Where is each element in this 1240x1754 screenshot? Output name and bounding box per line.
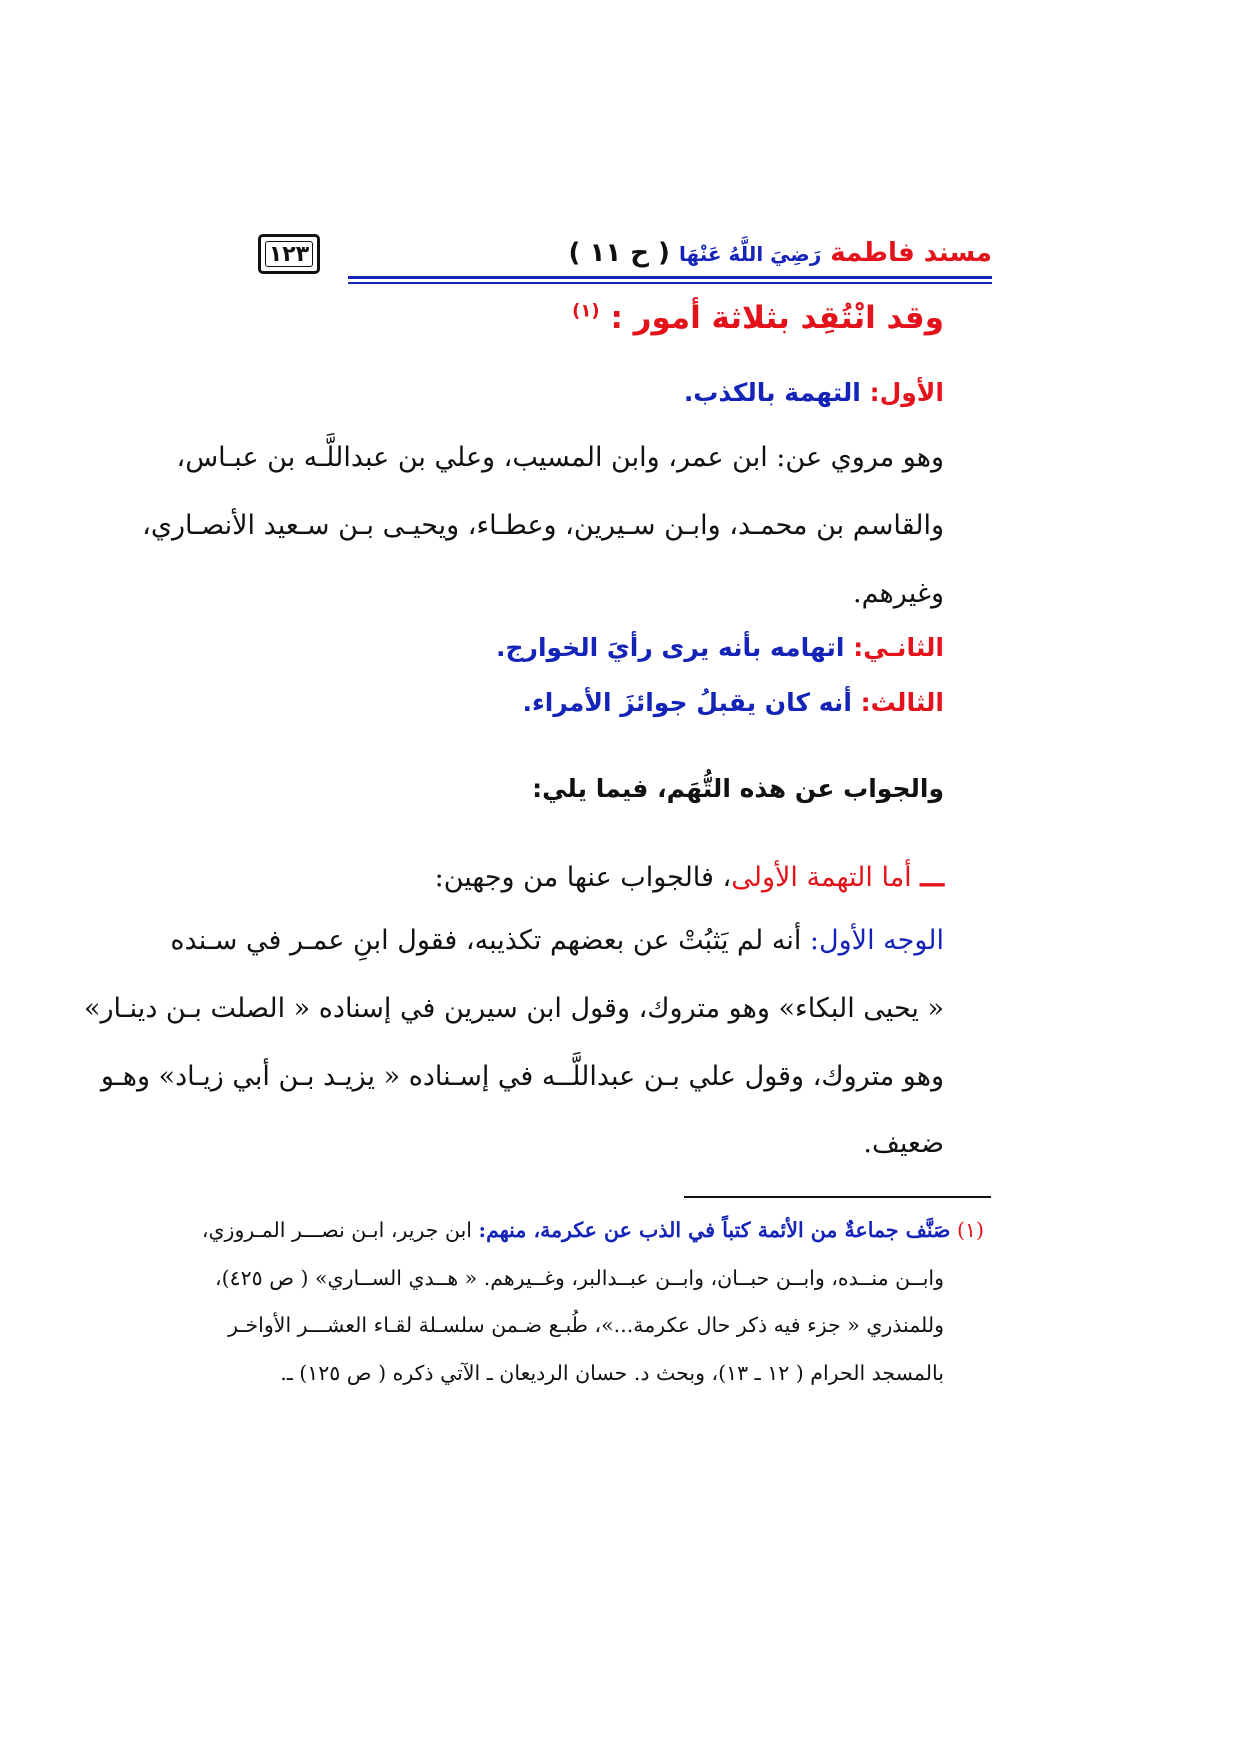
footnote-line-2: وابــن منــده، وابــن حبــان، وابــن عبــدالبر، وغــيرهم. « هــدي الســاري» ( ص ٤٢٥)، — [215, 1266, 944, 1290]
first-charge-label: أما التهمة الأولى — [731, 862, 912, 893]
aspect-one-line-4: ضعيف. — [863, 1128, 944, 1159]
narrators-line-3: وغيرهم. — [853, 578, 944, 609]
footnote-label: صَنَّف جماعةٌ من الأئمة كتباً في الذب عن عكرمة، منهم: — [478, 1218, 951, 1242]
first-charge-dash: ـــ — [920, 862, 944, 893]
footnote-line-1 — [201, 1218, 984, 1242]
point-first — [684, 378, 944, 407]
narrators-line-2: والقاسم بن محمـد، وابـن سـيرين، وعطـاء، ويحيـى بـن سـعيد الأنصـاري، — [142, 510, 944, 541]
point-second-text: اتهامه بأنه يرى رأيَ الخوارج. — [496, 633, 854, 662]
aspect-one-line-1-text: أنه لم يَثبُتْ عن بعضهم تكذيبه، فقول ابنِ عمـر في سـنده — [170, 925, 810, 956]
point-second — [496, 633, 944, 662]
footnote-line-1-text: ابن جرير، ابـن نصـــر المـروزي، — [201, 1218, 479, 1242]
book-title: مسند فاطمة — [830, 238, 992, 268]
first-charge-text: ، فالجواب عنها من وجهين: — [434, 862, 732, 893]
page-number-box — [258, 234, 320, 274]
narrators-line-1: وهو مروي عن: ابن عمر، وابن المسيب، وعلي بن عبداللَّـه بن عبـاس، — [176, 442, 944, 473]
point-first-text: التهمة بالكذب. — [683, 378, 870, 407]
footnote-separator — [684, 1196, 991, 1198]
section-heading — [572, 300, 944, 336]
point-third-label: الثالث: — [860, 688, 944, 717]
aspect-one-line-1 — [170, 925, 944, 956]
footnote-reference: (١) — [572, 300, 600, 322]
point-first-label: الأول: — [869, 378, 944, 407]
footnote-marker: (١) — [956, 1218, 984, 1242]
point-third — [523, 688, 944, 717]
header-rule-thin — [348, 282, 992, 284]
honorific-glyph: رَضِيَ اللَّهُ عَنْهَا — [679, 242, 822, 266]
footnote-line-3: وللمنذري « جزء فيه ذكر حال عكرمة...»، طُبـع ضـمن سلسـلة لقـاء العشـــر الأواخـر — [228, 1313, 944, 1337]
first-charge — [435, 862, 944, 893]
aspect-one-line-2: « يحيى البكاء» وهو متروك، وقول ابن سيرين في إسناده « الصلت بـن دينـار» — [83, 993, 944, 1024]
footnote-line-4: بالمسجد الحرام ( ١٢ ـ ١٣)، وبحث د. حسان الرديعان ـ الآتي ذكره ( ص ١٢٥) ـ. — [280, 1361, 944, 1385]
aspect-one-label: الوجه الأول: — [809, 925, 944, 956]
page-number: ١٢٣ — [268, 241, 310, 267]
point-third-text: أنه كان يقبلُ جوائزَ الأمراء. — [522, 688, 861, 717]
header-rule-thick — [348, 276, 992, 279]
running-title — [569, 238, 992, 268]
page-header — [258, 238, 992, 278]
hadith-number: ( ح ١١ ) — [568, 238, 670, 268]
point-second-label: الثانـي: — [853, 633, 944, 662]
aspect-one-line-3: وهو متروك، وقول علي بـن عبداللَّــه في إسـناده « يزيـد بـن أبي زيـاد» وهـو — [100, 1061, 944, 1092]
answer-intro: والجواب عن هذه التُّهَم، فيما يلي: — [532, 774, 944, 803]
section-heading-text: وقد انْتُقِد بثلاثة أمور : — [610, 300, 944, 336]
